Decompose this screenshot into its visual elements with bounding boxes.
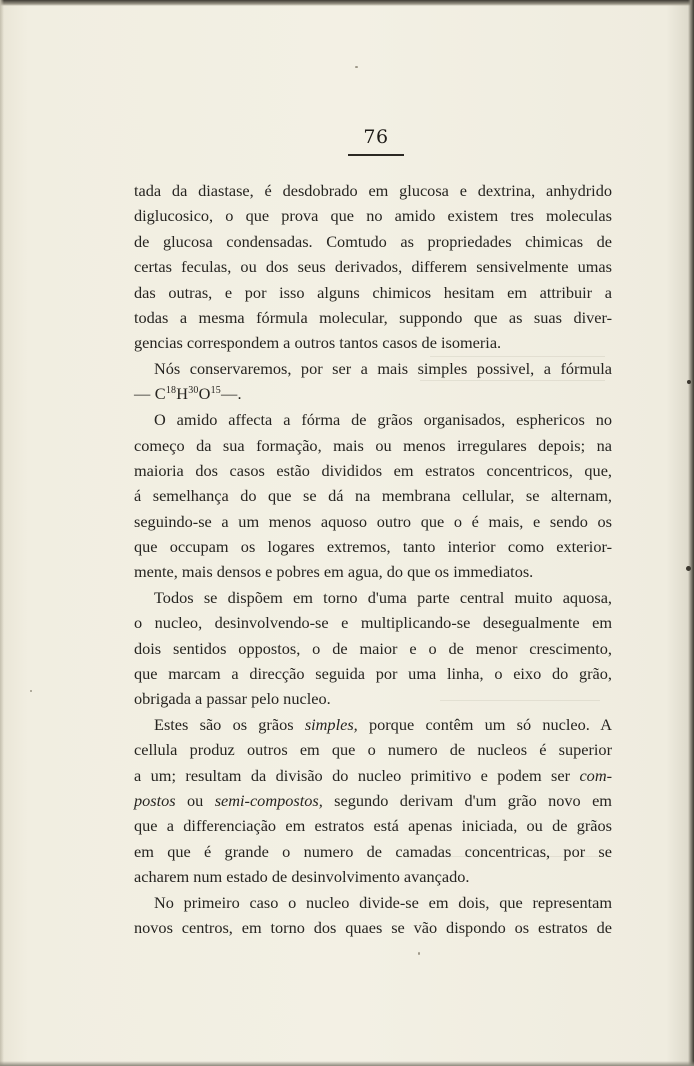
page-top-edge	[0, 0, 694, 6]
text-line: cellula produz outros em que o numero de nucleos é superior	[134, 740, 612, 760]
text-line: acharem num estado de desinvolvimento avançado.	[134, 867, 470, 887]
text-line: á semelhança do que se dá na membrana cellular, se alternam,	[134, 486, 612, 506]
text-line: dois sentidos oppostos, o de maior e o de menor crescimento,	[134, 638, 612, 658]
text-line: de glucosa condensadas. Comtudo as propriedades chimicas de	[134, 231, 612, 251]
paper-speck	[686, 566, 691, 571]
text-line: maioria dos casos estão divididos em estratos concentricos, que,	[134, 460, 612, 480]
page-number: 76	[363, 126, 389, 148]
text-line: gencias correspondem a outros tantos casos de isomeria.	[134, 333, 502, 353]
text-line: Todos se dispõem em torno d'uma parte central muito aquosa,	[154, 587, 612, 607]
text-line: mente, mais densos e pobres em agua, do que os immediatos.	[134, 562, 534, 582]
text-line	[134, 788, 612, 813]
text-line: obrigada a passar pelo nucleo.	[134, 689, 331, 709]
text-line: todas a mesma fórmula molecular, suppondo que as suas diver-	[134, 307, 612, 327]
text-run: a um; resultam da divisão do nucleo primitivo e podem ser	[134, 765, 571, 785]
formula-hydrogen: H	[176, 384, 189, 404]
text-line: diglucosico, o que prova que no amido existem tres moleculas	[134, 206, 612, 226]
paper-speck	[418, 952, 420, 955]
formula-oxygen-count: 15	[210, 385, 221, 397]
text-line: o nucleo, desinvolvendo-se e multiplicando-se desegualmente em	[134, 613, 612, 633]
chemical-formula	[134, 381, 612, 407]
paper-speck	[355, 66, 358, 68]
italic-term: simples,	[304, 714, 358, 734]
page-number-rule	[348, 154, 404, 156]
text-line: seguindo-se a um menos aquoso outro que o é mais, e sendo os	[134, 511, 612, 531]
text-run: ou	[187, 790, 204, 810]
text-run: porque contêm um só nucleo. A	[368, 714, 612, 734]
text-run: segundo derivam d'um grão novo em	[334, 790, 612, 810]
body-text	[134, 178, 612, 940]
page-bottom-edge	[0, 1061, 694, 1066]
paper-speck	[30, 690, 32, 692]
italic-term: semi-compostos,	[214, 790, 323, 810]
text-line: que marcam a direcção seguida por uma linha, o eixo do grão,	[134, 664, 612, 684]
text-line: começo da sua formação, mais ou menos irregulares depois; na	[134, 435, 612, 455]
formula-hydrogen-count: 30	[188, 385, 199, 397]
formula-carbon-count: 18	[165, 385, 177, 397]
text-line: No primeiro caso o nucleo divide-se em dois, que representam	[154, 892, 612, 912]
text-line	[134, 763, 612, 788]
formula-dash-end: —.	[220, 384, 242, 404]
formula-carbon: C	[154, 384, 166, 404]
text-line: que a differenciação em estratos está apenas iniciada, ou de grãos	[134, 816, 612, 836]
text-line: tada da diastase, é desdobrado em glucosa e dextrina, anhydrido	[134, 181, 612, 200]
text-line	[134, 712, 612, 737]
text-line: novos centros, em torno dos quaes se vão dispondo os estratos de	[134, 917, 612, 937]
text-line: das outras, e por isso alguns chimicos hesitam em attribuir a	[134, 282, 612, 302]
italic-term: com-	[579, 765, 612, 785]
text-line: em que é grande o numero de camadas concentricas, por se	[134, 841, 612, 861]
italic-term: postos	[134, 790, 176, 810]
page-left-edge	[0, 0, 4, 1066]
formula-oxygen: O	[198, 384, 211, 404]
text-line: que occupam os logares extremos, tanto interior como exterior-	[134, 537, 612, 557]
paper-speck	[687, 380, 691, 384]
text-line: O amido affecta a fórma de grãos organisados, esphericos no	[154, 410, 612, 430]
text-line: Nós conservaremos, por ser a mais simples possivel, a fórmula	[154, 358, 612, 378]
text-line: certas feculas, ou dos seus derivados, differem sensivelmente umas	[134, 257, 612, 277]
text-run: Estes são os grãos	[154, 714, 294, 734]
page-right-edge	[688, 0, 694, 1066]
formula-dash: —	[134, 384, 151, 404]
